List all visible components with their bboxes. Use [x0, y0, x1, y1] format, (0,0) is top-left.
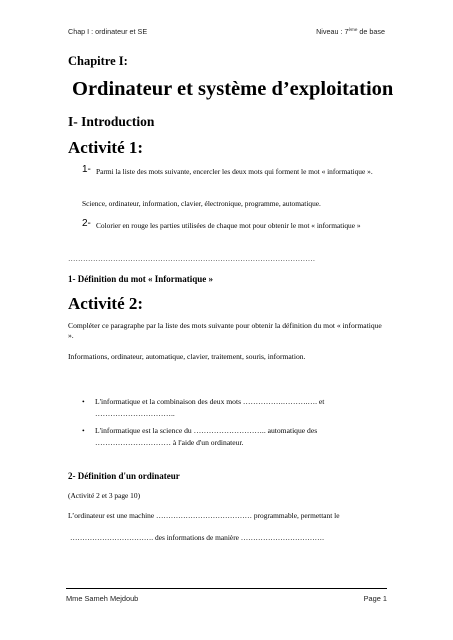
fill-in-list — [82, 396, 382, 454]
question-text: Colorier en rouge les parties utilisées de chaque mot pour obtenir le mot « informatique » — [96, 221, 361, 230]
page-header-left: Chap I : ordinateur et SE — [68, 27, 148, 36]
footer-page-number: Page 1 — [363, 594, 387, 603]
dotted-separator: ……………………………………………………………………………………… — [68, 254, 316, 263]
page-header-right — [316, 27, 385, 36]
level-prefix: Niveau : 7 — [316, 27, 349, 36]
question-text: Parmi la liste des mots suivante, encercler les deux mots qui forment le mot « informatique ». — [96, 167, 373, 176]
list-item — [82, 425, 382, 449]
word-list-2: Informations, ordinateur, automatique, clavier, traitement, souris, information. — [68, 352, 306, 361]
bullet-icon: • — [82, 397, 85, 406]
activity-1-heading: Activité 1: — [68, 138, 144, 157]
activity-1-question-1 — [82, 164, 382, 177]
word-list-1: Science, ordinateur, information, clavier, électronique, programme, automatique. — [82, 199, 321, 208]
subsection-heading-ordinateur: 2- Définition d'un ordinateur — [68, 471, 180, 481]
activity-2-instructions: Compléter ce paragraphe par la liste des mots suivante pour obtenir la définition du mot « informatique ». — [68, 321, 382, 341]
bullet-icon: • — [82, 426, 85, 435]
footer-author: Mme Sameh Mejdoub — [66, 594, 139, 603]
activity-2-heading: Activité 2: — [68, 294, 144, 313]
question-number: 1- — [82, 164, 91, 175]
level-suffix: de base — [357, 27, 385, 36]
chapter-label: Chapitre I: — [68, 54, 128, 68]
list-item — [82, 396, 382, 420]
bullet-text: L'informatique et la combinaison des deux mots …………….……….…. et ………………………….. — [95, 397, 325, 418]
definition-line-2: ……………………………. des informations de manière ……………………………. — [70, 533, 324, 542]
bullet-text: L'informatique est la science du ……………………….. automatique des ………………………… à l'aide d'un ordinateur. — [95, 426, 318, 447]
definition-line-1: L’ordinateur est une machine ………………………………… programmable, permettant le — [68, 511, 340, 520]
activity-1-question-2 — [82, 218, 382, 231]
level-superscript: ème — [348, 27, 358, 32]
footer-divider — [66, 588, 387, 589]
subsection-heading-informatique: 1- Définition du mot « Informatique » — [68, 274, 214, 284]
section-heading-introduction: I- Introduction — [68, 114, 155, 129]
question-number: 2- — [82, 218, 91, 229]
page-reference: (Activité 2 et 3 page 10) — [68, 491, 141, 500]
document-title: Ordinateur et système d’exploitation — [72, 78, 394, 100]
